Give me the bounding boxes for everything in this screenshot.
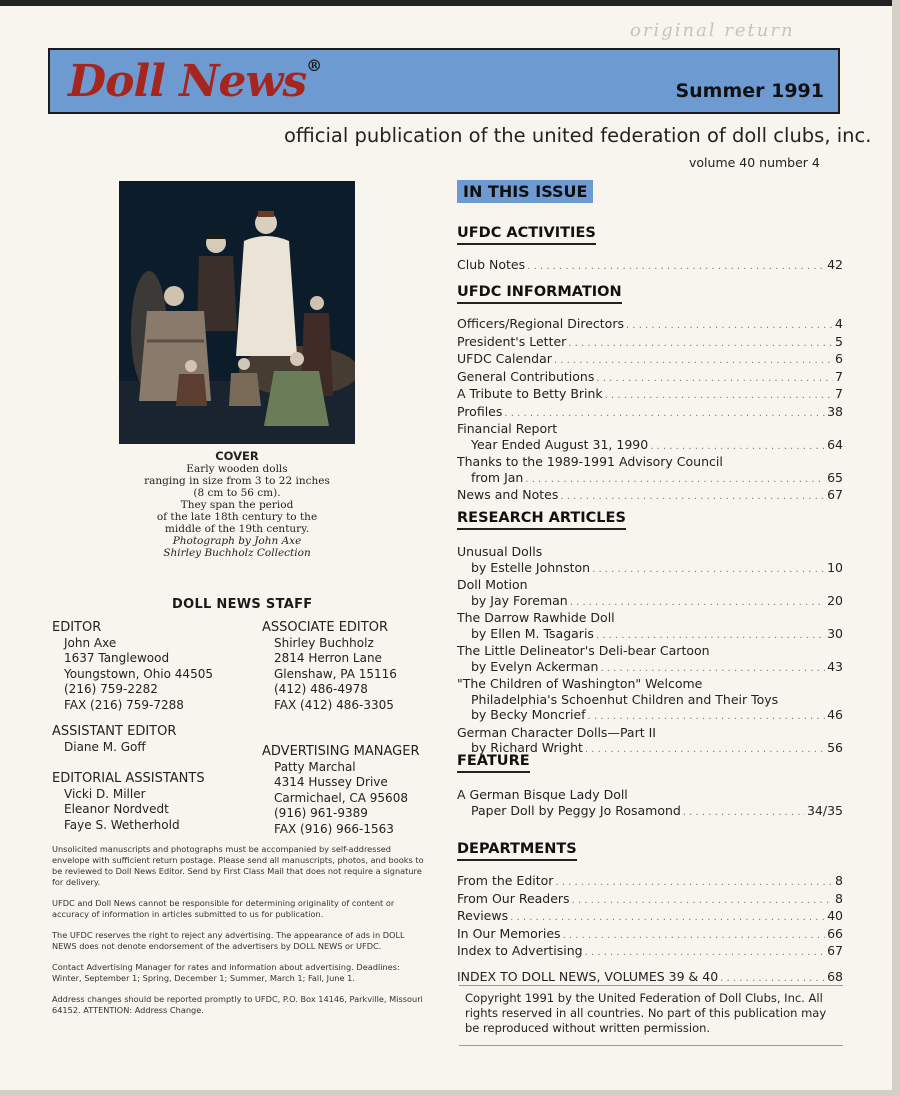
- notice-paragraph: UFDC and Doll News cannot be responsible for determining originality of content or accuracy of information in articles submitted to us for publication.: [52, 898, 395, 919]
- section-feature: [457, 750, 843, 820]
- entry-label: A Tribute to Betty Brink: [457, 386, 603, 401]
- staff-line: Shirley Buchholz: [274, 635, 374, 650]
- entry-page: 5: [835, 333, 843, 349]
- leader-dots: [504, 404, 825, 422]
- entry-title: The Little Delineator's Deli-bear Cartoon: [457, 643, 710, 658]
- top-border: [0, 0, 900, 6]
- entry-title: Financial Report: [457, 421, 558, 436]
- section-title: RESEARCH ARTICLES: [457, 510, 626, 530]
- page-edge-right: [892, 0, 900, 1096]
- leader-dots: [560, 487, 825, 505]
- toc-entry[interactable]: [457, 404, 843, 422]
- entry-page: 8: [835, 873, 843, 888]
- leader-dots: [572, 891, 833, 909]
- entry-page: 67: [827, 487, 843, 502]
- entry-page: 34/35: [806, 802, 843, 818]
- toc-entry[interactable]: [457, 257, 843, 275]
- cover-caption-line: Early wooden dolls: [186, 463, 288, 475]
- toc-entry[interactable]: [457, 470, 843, 488]
- entry-title: Unusual Dolls: [457, 544, 543, 559]
- section-ufdc-information: [457, 281, 843, 505]
- staff-line: Glenshaw, PA 15116: [274, 666, 397, 681]
- entry-label: Paper Doll by Peggy Jo Rosamond: [471, 802, 681, 818]
- notice-paragraph: Unsolicited manuscripts and photographs must be accompanied by self-addressed envelope with sufficient return postage. Please send all manuscripts, photos, and books to be reviewed to Doll News Editor. Send by First Class Mail that does not require a signature for delivery.: [52, 844, 424, 887]
- toc-entry[interactable]: [457, 908, 843, 926]
- toc-entry[interactable]: [457, 351, 843, 369]
- entry-title: German Character Dolls—Part II: [457, 724, 656, 740]
- leader-dots: [596, 369, 833, 387]
- staff-role: EDITORIAL ASSISTANTS: [52, 771, 205, 786]
- toc-entry[interactable]: [457, 891, 843, 909]
- staff-role: ASSISTANT EDITOR: [52, 724, 177, 739]
- entry-label: from Jan: [471, 469, 524, 485]
- notice-paragraph: The UFDC reserves the right to reject any advertising. The appearance of ads in DOLL NEWS does not denote endorsement of the advertisers by DOLL NEWS or UFDC.: [52, 930, 405, 951]
- toc-entry[interactable]: [457, 386, 843, 404]
- entry-label: by Richard Wright: [471, 740, 583, 755]
- entry-label: Reviews: [457, 908, 509, 923]
- registered-mark: ®: [306, 56, 322, 75]
- toc-entry[interactable]: [457, 369, 843, 387]
- entry-label: Club Notes: [457, 257, 526, 272]
- staff-line: 2814 Herron Lane: [274, 651, 382, 665]
- toc-entry[interactable]: [457, 560, 843, 578]
- entry-title: A German Bisque Lady Doll: [457, 787, 628, 802]
- entry-title: Thanks to the 1989-1991 Advisory Council: [457, 454, 723, 469]
- entry-title: "The Children of Washington" Welcome: [457, 676, 703, 691]
- entry-page: 20: [827, 592, 843, 608]
- staff-line: FAX (412) 486-3305: [274, 697, 394, 712]
- entry-page: 7: [835, 368, 843, 384]
- entry-label: From the Editor: [457, 873, 554, 888]
- entry-page: 42: [827, 257, 843, 272]
- section-departments: [457, 838, 843, 986]
- toc-entry[interactable]: [457, 707, 843, 725]
- leader-dots: [592, 560, 825, 578]
- entry-page: 67: [827, 943, 843, 958]
- editorial-assistants-block: [52, 771, 205, 833]
- entry-label: In Our Memories: [457, 925, 561, 941]
- entry-page: 65: [827, 469, 843, 485]
- notice-paragraph: Contact Advertising Manager for rates and information about advertising. Deadlines: Winter, September 1; Spring, December 1; Summer, March 1; Fall, June 1.: [52, 962, 400, 983]
- entry-label: by Estelle Johnston: [471, 559, 591, 575]
- staff-line: Patty Marchal: [274, 759, 356, 774]
- leader-dots: [570, 593, 825, 611]
- entry-label: President's Letter: [457, 333, 567, 349]
- toc-entry[interactable]: [457, 334, 843, 352]
- staff-role: ASSOCIATE EDITOR: [262, 620, 388, 635]
- leader-dots: [554, 351, 833, 369]
- entry-label: From Our Readers: [457, 890, 570, 906]
- entry-page: 8: [835, 890, 843, 906]
- staff-line: Carmichael, CA 95608: [274, 790, 408, 805]
- cover-caption-line: middle of the 19th century.: [164, 523, 310, 535]
- collection-credit: Shirley Buchholz Collection: [163, 547, 311, 559]
- toc-entry[interactable]: [457, 316, 843, 334]
- cover-caption-title: COVER: [215, 449, 259, 463]
- staff-line: Youngstown, Ohio 44505: [64, 666, 213, 681]
- toc-entry[interactable]: [457, 659, 843, 677]
- staff-role: ADVERTISING MANAGER: [262, 744, 420, 759]
- leader-dots: [650, 437, 825, 455]
- entry-label: INDEX TO DOLL NEWS, VOLUMES 39 & 40: [457, 968, 719, 984]
- cover-dolls-image: [119, 181, 355, 444]
- leader-dots: [585, 943, 825, 961]
- entry-title: The Darrow Rawhide Doll: [457, 610, 615, 625]
- entry-label: General Contributions: [457, 368, 595, 384]
- entry-label: Officers/Regional Directors: [457, 316, 624, 331]
- entry-label: Year Ended August 31, 1990: [471, 436, 649, 452]
- in-this-issue-heading: IN THIS ISSUE: [457, 180, 593, 203]
- entry-label: Profiles: [457, 403, 503, 419]
- leader-dots: [568, 334, 833, 352]
- cover-caption-line: They span the period: [180, 499, 294, 511]
- tagline: official publication of the united federation of doll clubs, inc.: [284, 124, 872, 147]
- staff-line: FAX (916) 966-1563: [274, 821, 394, 836]
- toc-entry[interactable]: [457, 943, 843, 961]
- entry-page: 56: [827, 740, 843, 755]
- entry-label: by Becky Moncrief: [471, 707, 586, 722]
- entry-page: 68: [827, 968, 843, 984]
- entry-label: UFDC Calendar: [457, 351, 552, 366]
- staff-line: Eleanor Nordvedt: [64, 802, 169, 816]
- entry-page: 66: [827, 925, 843, 941]
- staff-line: Faye S. Wetherhold: [64, 817, 180, 832]
- entry-label: by Evelyn Ackerman: [471, 658, 599, 674]
- masthead-logo: [68, 56, 321, 107]
- assistant-editor-block: [52, 724, 176, 755]
- copyright-notice: Copyright 1991 by the United Federation of Doll Clubs, Inc. All rights reserved in all countries. No part of this publication may be reproduced without written permission.: [459, 985, 843, 1046]
- staff-line: FAX (216) 759-7288: [64, 697, 184, 712]
- entry-page: 64: [827, 436, 843, 452]
- staff-line: Diane M. Goff: [64, 739, 146, 754]
- photo-credit: Photograph by John Axe: [172, 535, 302, 547]
- entry-page: 38: [827, 403, 843, 419]
- leader-dots: [588, 707, 826, 725]
- toc-entry[interactable]: [457, 926, 843, 944]
- staff-line: (916) 961-9389: [274, 806, 368, 820]
- entry-label: Index to Advertising: [457, 943, 583, 958]
- staff-line: (216) 759-2282: [64, 682, 158, 696]
- entry-label: by Ellen M. Tsagaris: [471, 625, 594, 641]
- toc-entry[interactable]: [457, 437, 843, 455]
- staff-heading: DOLL NEWS STAFF: [172, 597, 313, 612]
- leader-dots: [683, 803, 805, 821]
- leader-dots: [563, 926, 826, 944]
- section-ufdc-activities: [457, 222, 843, 275]
- staff-line: John Axe: [64, 635, 117, 650]
- toc-entry[interactable]: [457, 969, 843, 987]
- leader-dots: [600, 659, 825, 677]
- page-edge-bottom: [0, 1090, 900, 1096]
- entry-page: 30: [827, 625, 843, 641]
- staff-line: (412) 486-4978: [274, 682, 368, 696]
- entry-subtitle: Philadelphia's Schoenhut Children and Their Toys: [471, 691, 779, 707]
- entry-page: 43: [827, 658, 843, 674]
- section-title: UFDC ACTIVITIES: [457, 225, 596, 245]
- entry-page: 6: [835, 351, 843, 366]
- editor-block: [52, 620, 213, 713]
- entry-page: 4: [835, 316, 843, 331]
- cover-caption-line: ranging in size from 3 to 22 inches: [144, 475, 330, 487]
- leader-dots: [626, 316, 833, 334]
- table-of-contents: [457, 180, 843, 984]
- issue-date: Summer 1991: [675, 80, 824, 102]
- toc-entry[interactable]: [457, 487, 843, 505]
- section-title: DEPARTMENTS: [457, 841, 577, 861]
- staff-line: 1637 Tanglewood: [64, 651, 170, 665]
- notices: [52, 844, 424, 1026]
- cover-caption-line: of the late 18th century to the: [156, 511, 318, 523]
- masthead-banner: [48, 48, 840, 114]
- cover-photo: [119, 181, 355, 444]
- masthead-title: Doll News: [68, 56, 307, 107]
- cover-caption-line: (8 cm to 56 cm).: [193, 487, 281, 499]
- associate-editor-block: [262, 620, 397, 713]
- leader-dots: [605, 386, 833, 404]
- section-title: UFDC INFORMATION: [457, 284, 622, 304]
- toc-entry[interactable]: [457, 626, 843, 644]
- section-title: FEATURE: [457, 753, 530, 773]
- entry-label: News and Notes: [457, 487, 559, 502]
- toc-entry[interactable]: [457, 803, 843, 821]
- volume-number: volume 40 number 4: [689, 155, 820, 170]
- advertising-manager-block: [262, 744, 419, 837]
- entry-page: 7: [835, 386, 843, 401]
- entry-label: by Jay Foreman: [471, 592, 568, 608]
- leader-dots: [527, 257, 825, 275]
- entry-page: 10: [827, 559, 843, 575]
- entry-page: 46: [827, 707, 843, 722]
- toc-entry[interactable]: [457, 593, 843, 611]
- leader-dots: [510, 908, 825, 926]
- cover-caption: [110, 450, 364, 559]
- leader-dots: [720, 969, 825, 987]
- section-research-articles: [457, 507, 843, 758]
- leader-dots: [596, 626, 825, 644]
- leader-dots: [525, 470, 825, 488]
- handwritten-note: original return: [630, 20, 795, 41]
- staff-line: Vicki D. Miller: [64, 786, 146, 801]
- toc-entry[interactable]: [457, 873, 843, 891]
- entry-title: Doll Motion: [457, 577, 528, 592]
- notice-paragraph: Address changes should be reported promptly to UFDC, P.O. Box 14146, Parkville, Missouri 64152. ATTENTION: Address Change.: [52, 994, 423, 1015]
- entry-page: 40: [827, 908, 843, 923]
- staff-role: EDITOR: [52, 620, 102, 635]
- leader-dots: [555, 873, 833, 891]
- staff-line: 4314 Hussey Drive: [274, 775, 388, 789]
